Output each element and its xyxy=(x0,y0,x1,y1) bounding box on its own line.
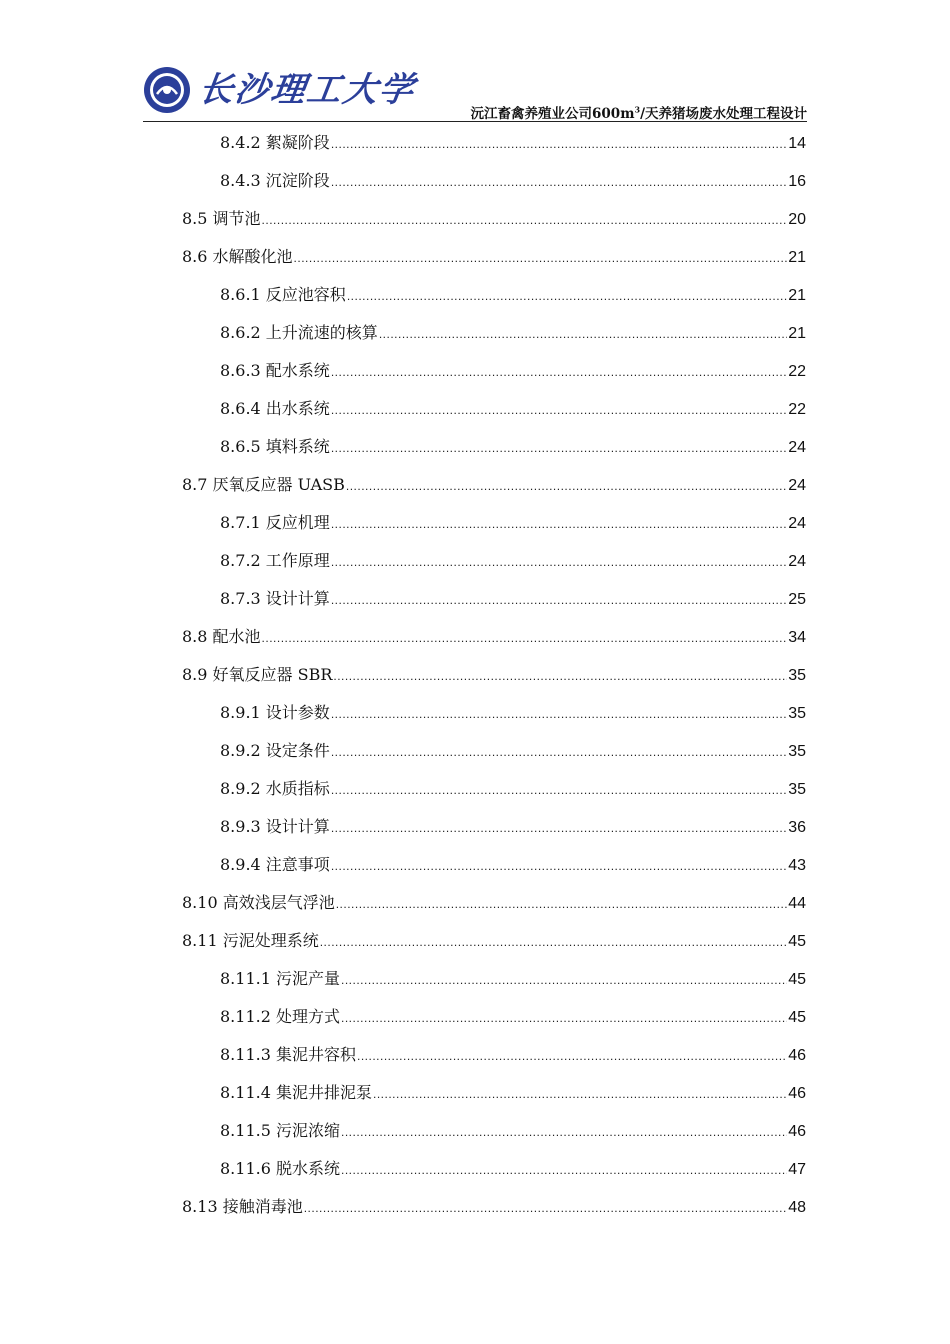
toc-dot-leader xyxy=(341,961,787,999)
toc-entry[interactable] xyxy=(220,124,806,162)
toc-dot-leader xyxy=(331,125,787,163)
toc-entry-label: 8.7.3 设计计算 xyxy=(220,589,330,608)
toc-dot-leader xyxy=(347,277,787,315)
toc-dot-leader xyxy=(331,353,787,391)
toc-entry-page: 16 xyxy=(788,173,806,190)
toc-entry[interactable] xyxy=(220,1112,806,1150)
toc-entry[interactable] xyxy=(182,884,806,922)
toc-entry[interactable] xyxy=(220,694,806,732)
toc-dot-leader xyxy=(331,771,787,809)
toc-dot-leader xyxy=(373,1075,787,1113)
toc-entry-page: 21 xyxy=(788,325,806,342)
toc-entry-label: 8.9.3 设计计算 xyxy=(220,817,330,836)
toc-entry-page: 35 xyxy=(788,781,806,798)
toc-entry-page: 43 xyxy=(788,857,806,874)
toc-entry-label: 8.11.2 处理方式 xyxy=(220,1007,340,1026)
toc-entry-label: 8.6.5 填料系统 xyxy=(220,437,330,456)
toc-dot-leader xyxy=(331,163,787,201)
toc-entry-page: 46 xyxy=(788,1047,806,1064)
toc-entry-page: 45 xyxy=(788,1009,806,1026)
toc-entry-label: 8.7.1 反应机理 xyxy=(220,513,330,532)
toc-entry[interactable] xyxy=(182,656,806,694)
toc-dot-leader xyxy=(379,315,787,353)
toc-entry-page: 24 xyxy=(788,439,806,456)
toc-entry-label: 8.11.5 污泥浓缩 xyxy=(220,1121,340,1140)
toc-entry[interactable] xyxy=(220,390,806,428)
toc-entry[interactable] xyxy=(220,352,806,390)
toc-entry-page: 21 xyxy=(788,287,806,304)
toc-dot-leader xyxy=(331,733,787,771)
toc-entry-page: 22 xyxy=(788,363,806,380)
toc-entry[interactable] xyxy=(220,542,806,580)
toc-entry[interactable] xyxy=(182,238,806,276)
toc-entry-label: 8.6 水解酸化池 xyxy=(182,247,293,266)
toc-entry[interactable] xyxy=(182,618,806,656)
toc-entry-label: 8.4.2 絮凝阶段 xyxy=(220,133,330,152)
toc-entry[interactable] xyxy=(220,1036,806,1074)
toc-dot-leader xyxy=(294,239,788,277)
toc-entry-label: 8.6.2 上升流速的核算 xyxy=(220,323,378,342)
toc-dot-leader xyxy=(341,999,787,1037)
toc-dot-leader xyxy=(331,695,787,733)
toc-entry[interactable] xyxy=(182,1188,806,1226)
toc-entry[interactable] xyxy=(220,276,806,314)
toc-entry-label: 8.7.2 工作原理 xyxy=(220,551,330,570)
toc-entry[interactable] xyxy=(220,732,806,770)
toc-entry-label: 8.5 调节池 xyxy=(182,209,261,228)
toc-entry-label: 8.9.2 设定条件 xyxy=(220,741,330,760)
toc-entry-page: 14 xyxy=(788,135,806,152)
toc-entry[interactable] xyxy=(220,428,806,466)
toc-entry-label: 8.9.1 设计参数 xyxy=(220,703,330,722)
toc-entry-page: 24 xyxy=(788,515,806,532)
toc-entry-page: 20 xyxy=(788,211,806,228)
toc-entry-label: 8.11.6 脱水系统 xyxy=(220,1159,340,1178)
page-header xyxy=(143,66,807,122)
toc-entry-label: 8.11.4 集泥井排泥泵 xyxy=(220,1083,372,1102)
toc-entry-label: 8.11.1 污泥产量 xyxy=(220,969,340,988)
toc-dot-leader xyxy=(331,543,787,581)
toc-entry[interactable] xyxy=(220,998,806,1036)
toc-entry-page: 45 xyxy=(788,933,806,950)
toc-entry-label: 8.4.3 沉淀阶段 xyxy=(220,171,330,190)
toc-entry[interactable] xyxy=(220,1150,806,1188)
toc-entry[interactable] xyxy=(220,770,806,808)
toc-dot-leader xyxy=(331,391,787,429)
toc-dot-leader xyxy=(357,1037,787,1075)
toc-entry-page: 24 xyxy=(788,477,806,494)
toc-entry[interactable] xyxy=(220,314,806,352)
toc-entry-page: 34 xyxy=(788,629,806,646)
document-title: 沅江畜禽养殖业公司$600m^3/$天养猪场废水处理工程设计 xyxy=(470,104,807,122)
toc-dot-leader xyxy=(331,429,787,467)
header-divider xyxy=(143,121,807,122)
toc-entry[interactable] xyxy=(220,580,806,618)
toc-entry-label: 8.6.3 配水系统 xyxy=(220,361,330,380)
toc-entry-page: 35 xyxy=(788,743,806,760)
toc-dot-leader xyxy=(331,581,787,619)
toc-entry-label: 8.9 好氧反应器 SBR xyxy=(182,665,333,684)
toc-entry-page: 35 xyxy=(788,705,806,722)
toc-entry[interactable] xyxy=(182,922,806,960)
toc-dot-leader xyxy=(336,885,787,923)
toc-dot-leader xyxy=(341,1151,787,1189)
toc-entry-label: 8.7 厌氧反应器 UASB xyxy=(182,475,345,494)
toc-entry[interactable] xyxy=(220,1074,806,1112)
toc-entry[interactable] xyxy=(182,200,806,238)
toc-entry[interactable] xyxy=(220,162,806,200)
toc-entry-label: 8.6.4 出水系统 xyxy=(220,399,330,418)
toc-entry-page: 36 xyxy=(788,819,806,836)
toc-entry-page: 46 xyxy=(788,1123,806,1140)
toc-entry-page: 22 xyxy=(788,401,806,418)
toc-entry-page: 25 xyxy=(788,591,806,608)
toc-entry-page: 44 xyxy=(788,895,806,912)
toc-dot-leader xyxy=(262,201,788,239)
toc-entry[interactable] xyxy=(220,846,806,884)
toc-dot-leader xyxy=(346,467,787,505)
toc-entry-label: 8.9.4 注意事项 xyxy=(220,855,330,874)
toc-dot-leader xyxy=(331,809,787,847)
university-name-calligraphy: 长沙理工大学 xyxy=(196,70,418,110)
toc-entry-page: 24 xyxy=(788,553,806,570)
toc-dot-leader xyxy=(333,657,787,695)
toc-dot-leader xyxy=(331,847,787,885)
toc-entry-label: 8.11.3 集泥井容积 xyxy=(220,1045,356,1064)
toc-entry-label: 8.11 污泥处理系统 xyxy=(182,931,319,950)
toc-dot-leader xyxy=(341,1113,787,1151)
toc-dot-leader xyxy=(331,505,787,543)
toc-entry[interactable] xyxy=(220,960,806,998)
toc-entry-page: 48 xyxy=(788,1199,806,1216)
toc-entry[interactable] xyxy=(182,466,806,504)
toc-entry-label: 8.13 接触消毒池 xyxy=(182,1197,303,1216)
toc-entry-page: 45 xyxy=(788,971,806,988)
toc-entry-page: 47 xyxy=(788,1161,806,1178)
toc-entry-label: 8.6.1 反应池容积 xyxy=(220,285,346,304)
toc-entry-page: 46 xyxy=(788,1085,806,1102)
toc-entry[interactable] xyxy=(220,808,806,846)
university-logo xyxy=(143,66,418,114)
toc-dot-leader xyxy=(320,923,787,961)
toc-entry-label: 8.9.2 水质指标 xyxy=(220,779,330,798)
toc-dot-leader xyxy=(262,619,788,657)
toc-entry[interactable] xyxy=(220,504,806,542)
toc-entry-page: 21 xyxy=(788,249,806,266)
toc-dot-leader xyxy=(304,1189,787,1227)
university-seal-icon xyxy=(143,66,191,114)
toc-entry-label: 8.8 配水池 xyxy=(182,627,261,646)
toc-entry-label: 8.10 高效浅层气浮池 xyxy=(182,893,335,912)
toc-entry-page: 35 xyxy=(788,667,806,684)
